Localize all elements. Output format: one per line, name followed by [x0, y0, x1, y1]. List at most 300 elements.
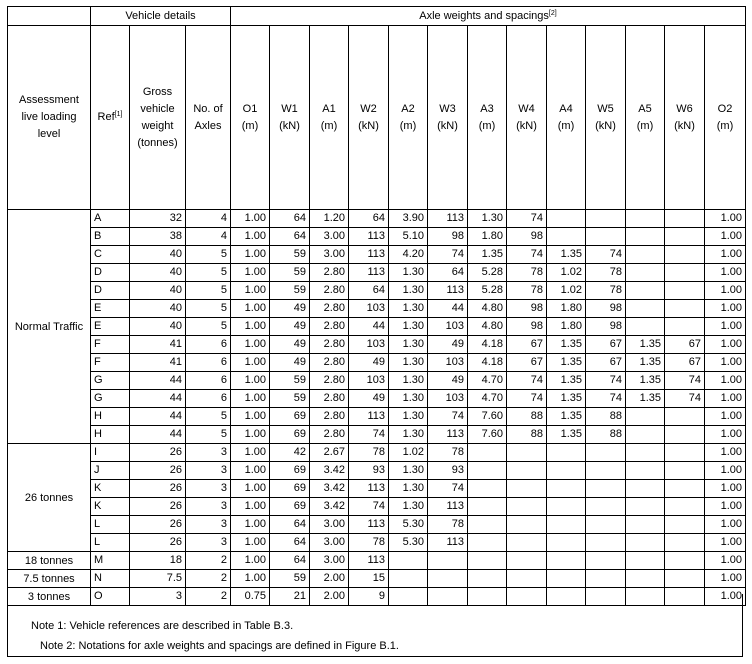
value-cell [547, 552, 586, 570]
value-cell: 1.35 [547, 372, 586, 390]
value-cell [626, 480, 665, 498]
value-cell: 1.00 [231, 228, 270, 246]
value-cell: 4 [186, 210, 231, 228]
table-row [8, 408, 746, 426]
value-cell: 98 [507, 300, 547, 318]
col-header-unit: (kN) [516, 119, 537, 132]
value-cell: 3.00 [310, 246, 349, 264]
value-cell [389, 570, 428, 588]
value-cell: 1.00 [705, 390, 746, 408]
value-cell [586, 462, 626, 480]
value-cell: 2.80 [310, 390, 349, 408]
ref-cell: L [91, 534, 130, 552]
table-body [8, 7, 746, 606]
value-cell [547, 210, 586, 228]
value-cell [586, 228, 626, 246]
value-cell: 67 [586, 354, 626, 372]
col-header-name: W6 [676, 102, 693, 115]
value-cell: 64 [270, 516, 310, 534]
value-cell [626, 444, 665, 462]
value-cell [626, 228, 665, 246]
value-cell: 74 [586, 390, 626, 408]
value-cell: 2 [186, 588, 231, 606]
value-cell: 1.00 [705, 354, 746, 372]
value-cell: 1.00 [231, 354, 270, 372]
col-header-a5 [626, 26, 665, 210]
value-cell: 1.00 [231, 210, 270, 228]
value-cell: 1.00 [705, 336, 746, 354]
value-cell: 3 [186, 516, 231, 534]
value-cell [665, 318, 705, 336]
axles-header [186, 26, 231, 210]
value-cell: 1.00 [231, 516, 270, 534]
value-cell [665, 498, 705, 516]
value-cell: 67 [665, 336, 705, 354]
value-cell: 44 [130, 372, 186, 390]
value-cell [665, 426, 705, 444]
value-cell: 15 [349, 570, 389, 588]
value-cell: 26 [130, 516, 186, 534]
value-cell: 1.00 [705, 570, 746, 588]
axle-weights-table [7, 6, 746, 606]
value-cell [665, 408, 705, 426]
value-cell: 78 [586, 264, 626, 282]
value-cell: 1.00 [705, 588, 746, 606]
value-cell: 88 [586, 426, 626, 444]
table-row [8, 354, 746, 372]
value-cell: 1.20 [310, 210, 349, 228]
value-cell: 1.00 [705, 318, 746, 336]
value-cell: 78 [507, 264, 547, 282]
value-cell [665, 516, 705, 534]
value-cell [507, 444, 547, 462]
value-cell: 1.80 [547, 300, 586, 318]
value-cell: 3.00 [310, 516, 349, 534]
value-cell: 1.00 [231, 390, 270, 408]
value-cell: 113 [349, 408, 389, 426]
value-cell: 93 [428, 462, 468, 480]
value-cell [428, 552, 468, 570]
value-cell: 1.02 [547, 264, 586, 282]
value-cell [626, 282, 665, 300]
value-cell: 44 [349, 318, 389, 336]
value-cell: 1.30 [389, 390, 428, 408]
value-cell [547, 444, 586, 462]
ref-cell: G [91, 390, 130, 408]
col-header-unit: (kN) [437, 119, 458, 132]
value-cell: 5 [186, 300, 231, 318]
col-header-name: W3 [439, 102, 456, 115]
value-cell: 44 [130, 426, 186, 444]
vehicle-details-label: Vehicle details [125, 9, 196, 22]
value-cell [468, 552, 507, 570]
value-cell: 1.30 [389, 408, 428, 426]
value-cell: 1.35 [626, 390, 665, 408]
value-cell: 74 [507, 246, 547, 264]
col-header-name: A2 [401, 102, 415, 115]
table-row [8, 228, 746, 246]
value-cell: 1.35 [626, 336, 665, 354]
value-cell [626, 264, 665, 282]
value-cell: 7.60 [468, 426, 507, 444]
value-cell: 2.67 [310, 444, 349, 462]
col-header-a4 [547, 26, 586, 210]
value-cell [507, 516, 547, 534]
value-cell [665, 300, 705, 318]
value-cell: 103 [349, 300, 389, 318]
col-header-name: A1 [322, 102, 336, 115]
value-cell: 93 [349, 462, 389, 480]
value-cell: 1.00 [705, 516, 746, 534]
value-cell: 69 [270, 408, 310, 426]
value-cell: 78 [428, 444, 468, 462]
value-cell: 40 [130, 264, 186, 282]
value-cell: 1.35 [547, 390, 586, 408]
value-cell [665, 462, 705, 480]
axles-label: No. of Axles [193, 102, 223, 132]
value-cell: 1.30 [389, 462, 428, 480]
value-cell: 1.00 [231, 552, 270, 570]
value-cell: 88 [507, 426, 547, 444]
col-header-name: A3 [480, 102, 494, 115]
ref-cell: A [91, 210, 130, 228]
table-row [8, 264, 746, 282]
table-row [8, 336, 746, 354]
col-header-unit: (kN) [279, 119, 300, 132]
value-cell: 1.30 [389, 318, 428, 336]
value-cell: 1.00 [705, 462, 746, 480]
value-cell [547, 228, 586, 246]
value-cell: 2.80 [310, 318, 349, 336]
col-header-name: A4 [559, 102, 573, 115]
value-cell: 1.00 [705, 444, 746, 462]
value-cell [665, 534, 705, 552]
value-cell [586, 498, 626, 516]
value-cell: 2 [186, 570, 231, 588]
value-cell: 9 [349, 588, 389, 606]
table-row [8, 462, 746, 480]
value-cell [547, 480, 586, 498]
col-header-w2 [349, 26, 389, 210]
ref-cell: E [91, 318, 130, 336]
value-cell [626, 246, 665, 264]
value-cell: 1.02 [547, 282, 586, 300]
value-cell: 38 [130, 228, 186, 246]
table-row [8, 444, 746, 462]
col-header-unit: (m) [716, 119, 734, 132]
col-header-w1 [270, 26, 310, 210]
value-cell [547, 534, 586, 552]
value-cell: 74 [428, 480, 468, 498]
value-cell: 2.80 [310, 408, 349, 426]
col-header-name: A5 [638, 102, 652, 115]
value-cell: 1.35 [626, 372, 665, 390]
col-header-name: W5 [597, 102, 614, 115]
value-cell: 67 [665, 354, 705, 372]
value-cell [665, 282, 705, 300]
value-cell: 1.00 [705, 552, 746, 570]
value-cell: 4.70 [468, 390, 507, 408]
value-cell: 5 [186, 264, 231, 282]
ref-cell: E [91, 300, 130, 318]
value-cell: 1.00 [231, 498, 270, 516]
value-cell: 74 [586, 372, 626, 390]
value-cell: 40 [130, 318, 186, 336]
value-cell: 59 [270, 246, 310, 264]
value-cell: 1.00 [231, 264, 270, 282]
value-cell: 2.80 [310, 426, 349, 444]
value-cell: 98 [586, 300, 626, 318]
table-row [8, 246, 746, 264]
value-cell: 5.28 [468, 282, 507, 300]
table-row [8, 426, 746, 444]
value-cell: 7.60 [468, 408, 507, 426]
value-cell: 5.30 [389, 534, 428, 552]
value-cell [665, 210, 705, 228]
value-cell: 1.80 [468, 228, 507, 246]
col-header-unit: (m) [399, 119, 417, 132]
value-cell: 3.00 [310, 552, 349, 570]
value-cell [626, 318, 665, 336]
value-cell: 2.80 [310, 300, 349, 318]
value-cell: 98 [586, 318, 626, 336]
value-cell: 5.30 [389, 516, 428, 534]
ref-footnote: [1] [114, 111, 123, 118]
value-cell: 1.30 [389, 426, 428, 444]
value-cell: 1.35 [547, 246, 586, 264]
value-cell [586, 480, 626, 498]
value-cell [547, 516, 586, 534]
value-cell: 1.00 [705, 264, 746, 282]
col-header-name: W2 [360, 102, 377, 115]
col-header-unit: (m) [320, 119, 338, 132]
value-cell: 74 [665, 372, 705, 390]
value-cell: 67 [507, 336, 547, 354]
ref-cell: K [91, 480, 130, 498]
value-cell: 1.00 [231, 300, 270, 318]
value-cell: 74 [507, 372, 547, 390]
value-cell: 59 [270, 372, 310, 390]
ref-cell: N [91, 570, 130, 588]
col-header-name: O2 [717, 102, 733, 115]
value-cell: 113 [349, 246, 389, 264]
header-row-1 [8, 7, 746, 26]
value-cell: 44 [130, 408, 186, 426]
assessment-header [8, 26, 91, 210]
value-cell: 1.00 [231, 282, 270, 300]
value-cell: 113 [428, 498, 468, 516]
value-cell: 26 [130, 480, 186, 498]
col-header-a1 [310, 26, 349, 210]
value-cell: 1.30 [468, 210, 507, 228]
col-header-a3 [468, 26, 507, 210]
ref-cell: J [91, 462, 130, 480]
value-cell: 42 [270, 444, 310, 462]
value-cell: 21 [270, 588, 310, 606]
value-cell: 6 [186, 336, 231, 354]
value-cell: 5 [186, 426, 231, 444]
value-cell: 113 [349, 228, 389, 246]
value-cell: 26 [130, 534, 186, 552]
value-cell [665, 264, 705, 282]
col-header-w5 [586, 26, 626, 210]
col-header-w3 [428, 26, 468, 210]
value-cell: 1.00 [705, 480, 746, 498]
value-cell [586, 210, 626, 228]
table-row [8, 480, 746, 498]
ref-cell: L [91, 516, 130, 534]
value-cell: 1.30 [389, 480, 428, 498]
value-cell: 1.00 [231, 318, 270, 336]
value-cell: 1.35 [626, 354, 665, 372]
value-cell [626, 552, 665, 570]
value-cell: 1.00 [705, 534, 746, 552]
col-header-unit: (m) [636, 119, 654, 132]
col-header-name: O1 [242, 102, 258, 115]
value-cell: 113 [349, 552, 389, 570]
value-cell: 113 [428, 534, 468, 552]
value-cell: 40 [130, 246, 186, 264]
ref-cell: F [91, 354, 130, 372]
value-cell: 3.00 [310, 534, 349, 552]
value-cell [507, 570, 547, 588]
axle-weights-label: Axle weights and spacings [419, 9, 549, 22]
ref-cell: G [91, 372, 130, 390]
value-cell [665, 228, 705, 246]
value-cell: 1.00 [231, 372, 270, 390]
table-row [8, 534, 746, 552]
ref-cell: D [91, 282, 130, 300]
value-cell [586, 444, 626, 462]
value-cell: 1.30 [389, 336, 428, 354]
value-cell: 3 [186, 480, 231, 498]
table-row [8, 552, 746, 570]
value-cell: 69 [270, 462, 310, 480]
value-cell: 1.00 [231, 570, 270, 588]
value-cell: 78 [349, 534, 389, 552]
value-cell: 113 [349, 516, 389, 534]
ref-cell: H [91, 408, 130, 426]
value-cell: 1.00 [231, 462, 270, 480]
value-cell [547, 498, 586, 516]
value-cell: 74 [507, 210, 547, 228]
value-cell [626, 426, 665, 444]
value-cell [389, 552, 428, 570]
table-row [8, 300, 746, 318]
value-cell: 64 [270, 210, 310, 228]
value-cell: 4.18 [468, 336, 507, 354]
value-cell: 74 [507, 390, 547, 408]
value-cell: 67 [507, 354, 547, 372]
value-cell: 113 [349, 480, 389, 498]
value-cell: 4.80 [468, 300, 507, 318]
value-cell: 1.35 [547, 336, 586, 354]
value-cell: 67 [586, 336, 626, 354]
value-cell: 98 [507, 228, 547, 246]
loading-level-cell: 7.5 tonnes [8, 570, 91, 588]
value-cell: 74 [428, 246, 468, 264]
value-cell: 98 [428, 228, 468, 246]
value-cell: 59 [270, 390, 310, 408]
loading-level-cell: Normal Traffic [8, 210, 91, 444]
col-header-o2 [705, 26, 746, 210]
value-cell: 1.00 [705, 372, 746, 390]
value-cell [468, 480, 507, 498]
value-cell: 69 [270, 480, 310, 498]
value-cell [626, 300, 665, 318]
col-header-unit: (m) [478, 119, 496, 132]
value-cell: 2.00 [310, 588, 349, 606]
value-cell: 1.02 [389, 444, 428, 462]
value-cell: 7.5 [130, 570, 186, 588]
value-cell: 3 [186, 462, 231, 480]
value-cell: 1.30 [389, 264, 428, 282]
value-cell: 1.30 [389, 372, 428, 390]
value-cell: 103 [428, 318, 468, 336]
value-cell: 49 [270, 336, 310, 354]
table-row [8, 318, 746, 336]
value-cell: 49 [270, 300, 310, 318]
value-cell: 64 [428, 264, 468, 282]
value-cell: 40 [130, 300, 186, 318]
col-header-unit: (kN) [595, 119, 616, 132]
value-cell [468, 498, 507, 516]
value-cell: 69 [270, 426, 310, 444]
value-cell: 1.00 [231, 444, 270, 462]
value-cell: 26 [130, 444, 186, 462]
col-header-w6 [665, 26, 705, 210]
value-cell: 103 [349, 372, 389, 390]
gvw-label: Gross vehicle weight (tonnes) [137, 85, 178, 149]
value-cell: 5 [186, 408, 231, 426]
value-cell: 41 [130, 354, 186, 372]
value-cell: 2.80 [310, 354, 349, 372]
header-blank [8, 7, 91, 26]
col-header-unit: (kN) [674, 119, 695, 132]
loading-level-cell: 26 tonnes [8, 444, 91, 552]
value-cell: 26 [130, 462, 186, 480]
axle-weights-header [231, 7, 746, 26]
value-cell: 113 [428, 282, 468, 300]
ref-cell: M [91, 552, 130, 570]
value-cell: 103 [428, 354, 468, 372]
value-cell: 74 [586, 246, 626, 264]
value-cell: 3 [186, 534, 231, 552]
ref-cell: B [91, 228, 130, 246]
value-cell: 1.30 [389, 282, 428, 300]
value-cell: 49 [349, 390, 389, 408]
value-cell: 2.00 [310, 570, 349, 588]
value-cell: 88 [507, 408, 547, 426]
col-header-unit: (m) [241, 119, 259, 132]
value-cell: 4 [186, 228, 231, 246]
value-cell: 5 [186, 246, 231, 264]
notes-box [7, 594, 743, 657]
col-header-name: W4 [518, 102, 535, 115]
value-cell: 64 [349, 210, 389, 228]
value-cell: 3 [186, 444, 231, 462]
value-cell: 1.35 [468, 246, 507, 264]
value-cell: 69 [270, 498, 310, 516]
value-cell: 5.28 [468, 264, 507, 282]
note-2: Note 2: Notations for axle weights and spacings are defined in Figure B.1. [40, 640, 399, 652]
value-cell [547, 462, 586, 480]
value-cell: 113 [349, 264, 389, 282]
table-row [8, 498, 746, 516]
value-cell [507, 480, 547, 498]
value-cell: 2 [186, 552, 231, 570]
table-row [8, 372, 746, 390]
